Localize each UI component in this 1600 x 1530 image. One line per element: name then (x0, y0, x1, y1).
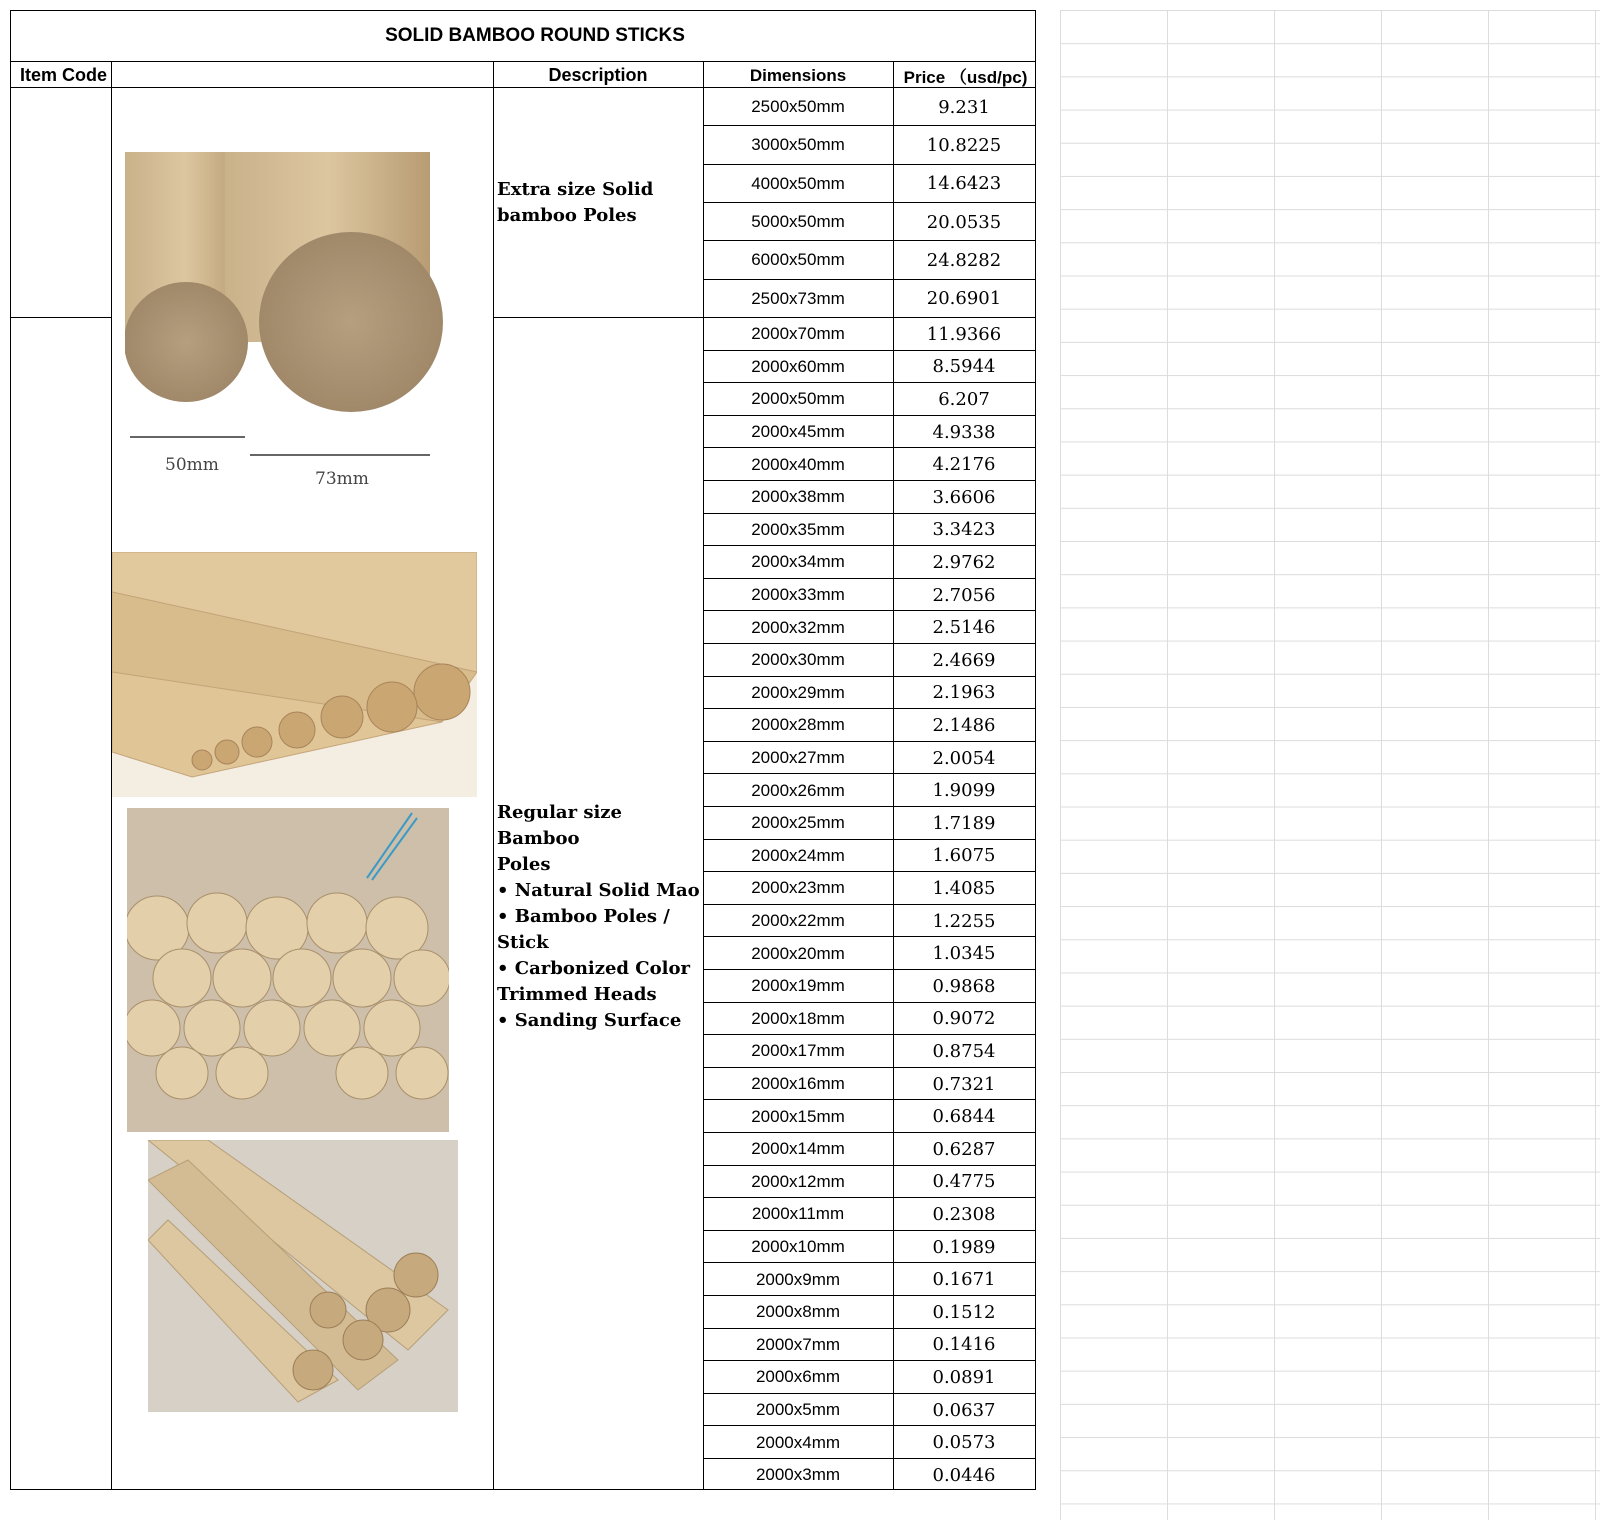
border-image (493, 62, 494, 1490)
description-line: Extra size Solid (497, 179, 654, 200)
price-cell: 10.8225 (926, 134, 1002, 156)
dimension-cell: 2000x17mm (751, 1041, 845, 1061)
border-top (10, 10, 1036, 11)
dimension-cell: 2000x23mm (751, 878, 845, 898)
dimension-cell: 2000x70mm (751, 324, 845, 344)
price-cell: 0.2308 (932, 1203, 996, 1225)
dimension-cell: 2500x73mm (751, 288, 845, 308)
dimension-cell: 2000x9mm (755, 1269, 841, 1289)
dimension-cell: 2000x7mm (755, 1334, 841, 1354)
dimension-cell: 2000x27mm (751, 748, 845, 768)
price-cell: 2.4669 (932, 649, 996, 671)
price-table (10, 10, 1060, 1525)
header-price: Price （usd/pc) (903, 68, 1028, 87)
border-title (10, 61, 1036, 62)
dimension-cell: 5000x50mm (751, 212, 845, 232)
price-cell: 9.231 (938, 96, 990, 118)
header-dimensions: Dimensions (749, 65, 847, 85)
price-cell: 4.9338 (932, 421, 996, 443)
dimension-cell: 2000x22mm (751, 911, 845, 931)
dimension-cell: 2000x11mm (751, 1204, 845, 1224)
price-cell: 14.6423 (926, 173, 1002, 195)
header-description: Description (548, 65, 648, 85)
dimension-cell: 2000x50mm (751, 389, 845, 409)
price-cell: 3.3423 (932, 519, 996, 541)
dimension-cell: 2000x6mm (755, 1367, 841, 1387)
dimension-cell: 2000x12mm (751, 1171, 845, 1191)
price-cell: 1.9099 (932, 780, 996, 802)
table-title: SOLID BAMBOO ROUND STICKS (385, 25, 685, 46)
price-cell: 1.0345 (932, 943, 996, 965)
price-cell: 0.1989 (932, 1236, 996, 1258)
dimension-cell: 2000x24mm (751, 845, 845, 865)
price-cell: 20.6901 (926, 288, 1002, 310)
price-cell: 20.0535 (926, 211, 1002, 233)
price-cell: 0.9868 (932, 975, 996, 997)
dimension-cell: 2000x33mm (751, 585, 845, 605)
measure-label-73: 73mm (315, 469, 369, 489)
price-cell: 3.6606 (932, 486, 996, 508)
dimension-cell: 2000x14mm (751, 1139, 845, 1159)
dimension-cell: 2000x45mm (751, 422, 845, 442)
price-cell: 0.0446 (932, 1464, 996, 1486)
dimension-cell: 2000x8mm (755, 1302, 841, 1322)
price-cell: 0.6844 (932, 1106, 996, 1128)
dimension-cell: 2000x60mm (751, 356, 845, 376)
product-image-bundle (127, 808, 449, 1132)
description-regular-size (497, 800, 702, 1034)
dimension-cell: 2000x5mm (755, 1400, 841, 1420)
dimension-cell: 2000x3mm (755, 1465, 841, 1485)
header-item-code: Item Code (20, 65, 108, 85)
price-cell: 1.4085 (932, 877, 996, 899)
description-line: Poles (497, 854, 551, 875)
price-cell: 0.8754 (932, 1040, 996, 1062)
price-cell: 0.6287 (932, 1138, 996, 1160)
price-cell: 2.1486 (932, 714, 996, 736)
product-image-held-poles (148, 1140, 458, 1412)
dimension-cell: 2000x35mm (751, 519, 845, 539)
dimension-cell: 2000x30mm (751, 650, 845, 670)
dimension-cell: 2000x38mm (751, 487, 845, 507)
price-cell: 2.5146 (932, 617, 996, 639)
description-extra-size (497, 177, 702, 229)
dimension-cell: 4000x50mm (751, 173, 845, 193)
dimension-cell: 2000x20mm (751, 943, 845, 963)
price-cell: 2.7056 (932, 584, 996, 606)
price-cell: 1.7189 (932, 812, 996, 834)
dimension-cell: 2000x29mm (751, 682, 845, 702)
spreadsheet-grid (1060, 10, 1600, 1520)
description-line: • Sanding Surface (497, 1010, 682, 1031)
dimension-cell: 2000x28mm (751, 715, 845, 735)
price-cell: 0.1512 (932, 1301, 996, 1323)
dimension-cell: 2000x18mm (751, 1008, 845, 1028)
price-cell: 0.4775 (932, 1171, 996, 1193)
dimension-cell: 6000x50mm (751, 250, 845, 270)
dimension-cell: 2000x10mm (751, 1237, 845, 1257)
price-cell: 0.0573 (932, 1432, 996, 1454)
price-cell: 8.5944 (932, 356, 996, 378)
price-cell: 0.1671 (932, 1269, 996, 1291)
price-cell: 2.0054 (932, 747, 996, 769)
dimension-cell: 2000x26mm (751, 780, 845, 800)
dimension-cell: 2000x15mm (751, 1106, 845, 1126)
price-cell: 0.1416 (932, 1334, 996, 1356)
dimension-cell: 2000x19mm (751, 976, 845, 996)
dimension-cell: 2000x34mm (751, 552, 845, 572)
product-image-assorted-poles (112, 552, 477, 797)
description-line: • Natural Solid Mao (497, 880, 700, 901)
price-cell: 0.0637 (932, 1399, 996, 1421)
dimension-cell: 2000x40mm (751, 454, 845, 474)
description-line: • Bamboo Poles / (497, 906, 670, 927)
price-cell: 0.7321 (932, 1073, 996, 1095)
price-cell: 24.8282 (926, 249, 1002, 271)
price-cell: 2.1963 (932, 682, 996, 704)
dimension-cell: 2000x32mm (751, 617, 845, 637)
description-line: Stick (497, 932, 549, 953)
dimension-cell: 2000x16mm (751, 1074, 845, 1094)
price-cell: 11.9366 (926, 323, 1002, 345)
dimension-cell: 2500x50mm (751, 97, 845, 117)
price-cell: 1.2255 (932, 910, 996, 932)
price-cell: 6.207 (938, 388, 990, 410)
description-line: • Carbonized Color (497, 958, 690, 979)
measure-label-50: 50mm (165, 455, 219, 475)
dimension-cell: 2000x4mm (755, 1432, 841, 1452)
description-line: Trimmed Heads (497, 984, 657, 1005)
description-line: Regular size Bamboo (497, 802, 622, 849)
dimension-cell: 3000x50mm (751, 135, 845, 155)
price-cell: 0.9072 (932, 1008, 996, 1030)
product-image-cross-section (125, 152, 470, 497)
description-line: bamboo Poles (497, 205, 637, 226)
price-cell: 0.0891 (932, 1366, 996, 1388)
border-right (1035, 10, 1036, 1490)
border-group-split-left (10, 317, 111, 318)
dimension-cell: 2000x25mm (751, 813, 845, 833)
price-cell: 1.6075 (932, 845, 996, 867)
price-cell: 4.2176 (932, 454, 996, 476)
price-cell: 2.9762 (932, 551, 996, 573)
border-left (10, 10, 11, 1490)
